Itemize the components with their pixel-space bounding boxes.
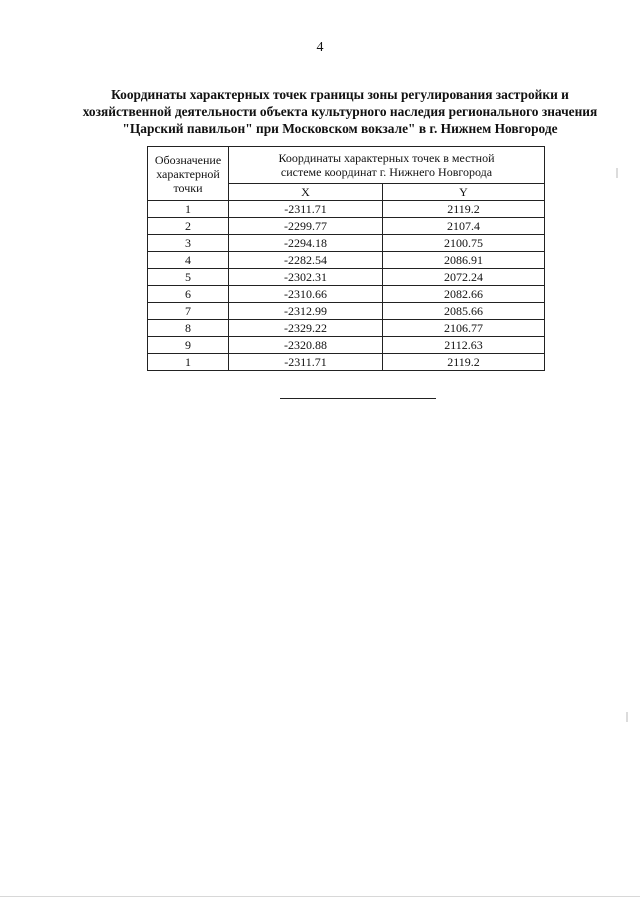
header-y: Y xyxy=(383,184,545,201)
header-coordinates-group xyxy=(229,147,545,184)
table-row xyxy=(148,218,545,235)
cell-x: -2311.71 xyxy=(229,201,383,218)
table-row xyxy=(148,235,545,252)
cell-point: 3 xyxy=(148,235,229,252)
cell-point: 9 xyxy=(148,337,229,354)
cell-point: 5 xyxy=(148,269,229,286)
cell-x: -2311.71 xyxy=(229,354,383,371)
table-row xyxy=(148,337,545,354)
cell-x: -2294.18 xyxy=(229,235,383,252)
cell-point: 1 xyxy=(148,354,229,371)
cell-y: 2106.77 xyxy=(383,320,545,337)
header-x: X xyxy=(229,184,383,201)
cell-y: 2085.66 xyxy=(383,303,545,320)
cell-y: 2082.66 xyxy=(383,286,545,303)
cell-x: -2312.99 xyxy=(229,303,383,320)
header-point-line: характерной xyxy=(156,166,220,181)
cell-point: 6 xyxy=(148,286,229,303)
closing-separator-line xyxy=(280,398,436,399)
title-line: хозяйственной деятельности объекта культурного наследия регионального значения xyxy=(82,104,598,119)
scan-speck xyxy=(626,712,628,722)
table-row xyxy=(148,286,545,303)
cell-point: 8 xyxy=(148,320,229,337)
cell-y: 2072.24 xyxy=(383,269,545,286)
cell-x: -2299.77 xyxy=(229,218,383,235)
cell-y: 2086.91 xyxy=(383,252,545,269)
table-row xyxy=(148,252,545,269)
cell-y: 2119.2 xyxy=(383,354,545,371)
cell-y: 2119.2 xyxy=(383,201,545,218)
title-line: "Царский павильон" при Московском вокзале" в г. Нижнем Новгороде xyxy=(122,121,558,136)
table-row xyxy=(148,354,545,371)
table-row xyxy=(148,269,545,286)
header-point-line: точки xyxy=(173,180,203,195)
cell-point: 1 xyxy=(148,201,229,218)
page-number: 4 xyxy=(316,40,324,55)
document-title xyxy=(60,86,620,137)
cell-x: -2320.88 xyxy=(229,337,383,354)
cell-x: -2329.22 xyxy=(229,320,383,337)
table-row xyxy=(148,201,545,218)
cell-point: 4 xyxy=(148,252,229,269)
header-group-line: Координаты характерных точек в местной xyxy=(278,151,495,165)
table-row xyxy=(148,303,545,320)
cell-point: 7 xyxy=(148,303,229,320)
scan-speck xyxy=(616,168,618,178)
header-point-line: Обозначение xyxy=(154,152,222,167)
table-body xyxy=(148,201,545,371)
cell-y: 2100.75 xyxy=(383,235,545,252)
table-row xyxy=(148,320,545,337)
header-group-line: системе координат г. Нижнего Новгорода xyxy=(280,165,493,179)
cell-x: -2302.31 xyxy=(229,269,383,286)
cell-y: 2112.63 xyxy=(383,337,545,354)
cell-y: 2107.4 xyxy=(383,218,545,235)
scan-edge-line xyxy=(0,896,640,897)
cell-x: -2310.66 xyxy=(229,286,383,303)
header-point-designation xyxy=(148,147,229,201)
cell-x: -2282.54 xyxy=(229,252,383,269)
cell-point: 2 xyxy=(148,218,229,235)
title-line: Координаты характерных точек границы зоны регулирования застройки и xyxy=(111,87,569,102)
coordinates-table xyxy=(147,146,545,371)
